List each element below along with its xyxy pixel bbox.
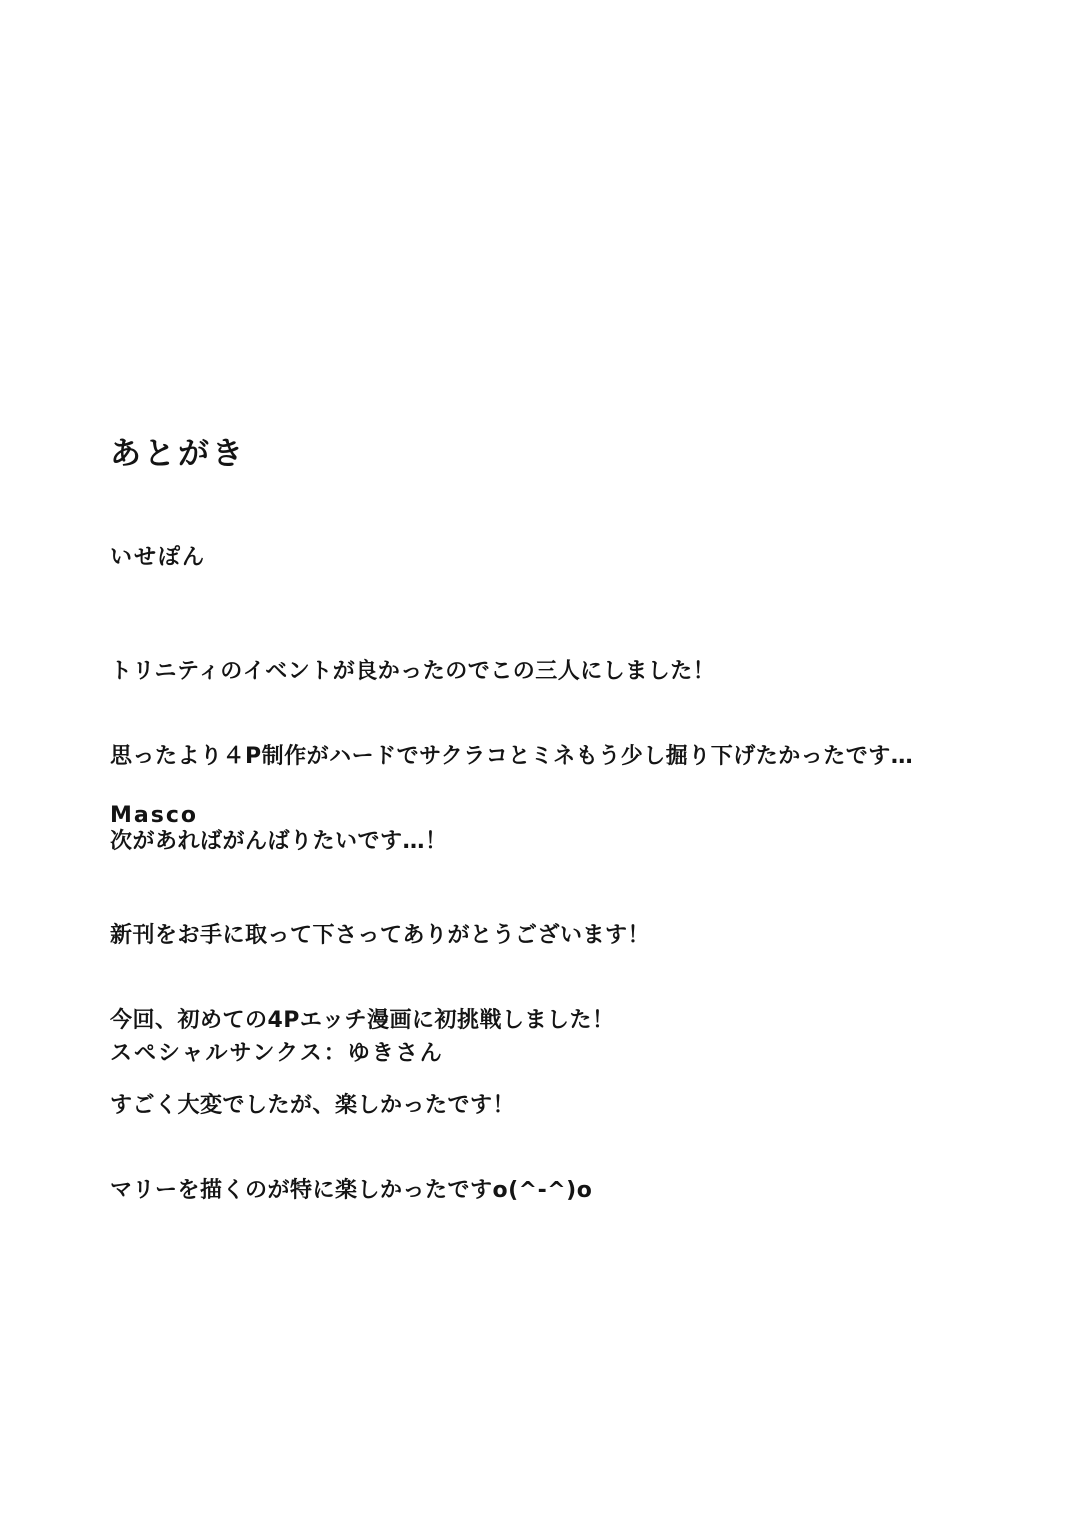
author-name-masco: Masco: [110, 803, 198, 828]
author-name-isepon: いせぽん: [110, 545, 207, 570]
afterword-paragraph-isepon: [110, 604, 913, 909]
paragraph-line: 次があればがんばりたいです…！: [110, 829, 448, 854]
paragraph-line: 今回、初めての4Pエッチ漫画に初挑戦しました！: [110, 1008, 615, 1033]
paragraph-line: 新刊をお手に取って下さってありがとうございます！: [110, 923, 651, 948]
paragraph-line: トリニティのイベントが良かったのでこの三人にしました！: [110, 659, 716, 684]
page-title: あとがき: [110, 436, 246, 472]
paragraph-line: すごく大変でしたが、楽しかったです！: [110, 1093, 516, 1118]
paragraph-line: マリーを描くのが特に楽しかったですo(^-^)o: [110, 1178, 593, 1203]
paragraph-line: 思ったより４P制作がハードでサクラコとミネもう少し掘り下げたかったです…: [110, 744, 914, 769]
special-thanks-line: スペシャルサンクス：ゆきさん: [110, 1041, 444, 1066]
